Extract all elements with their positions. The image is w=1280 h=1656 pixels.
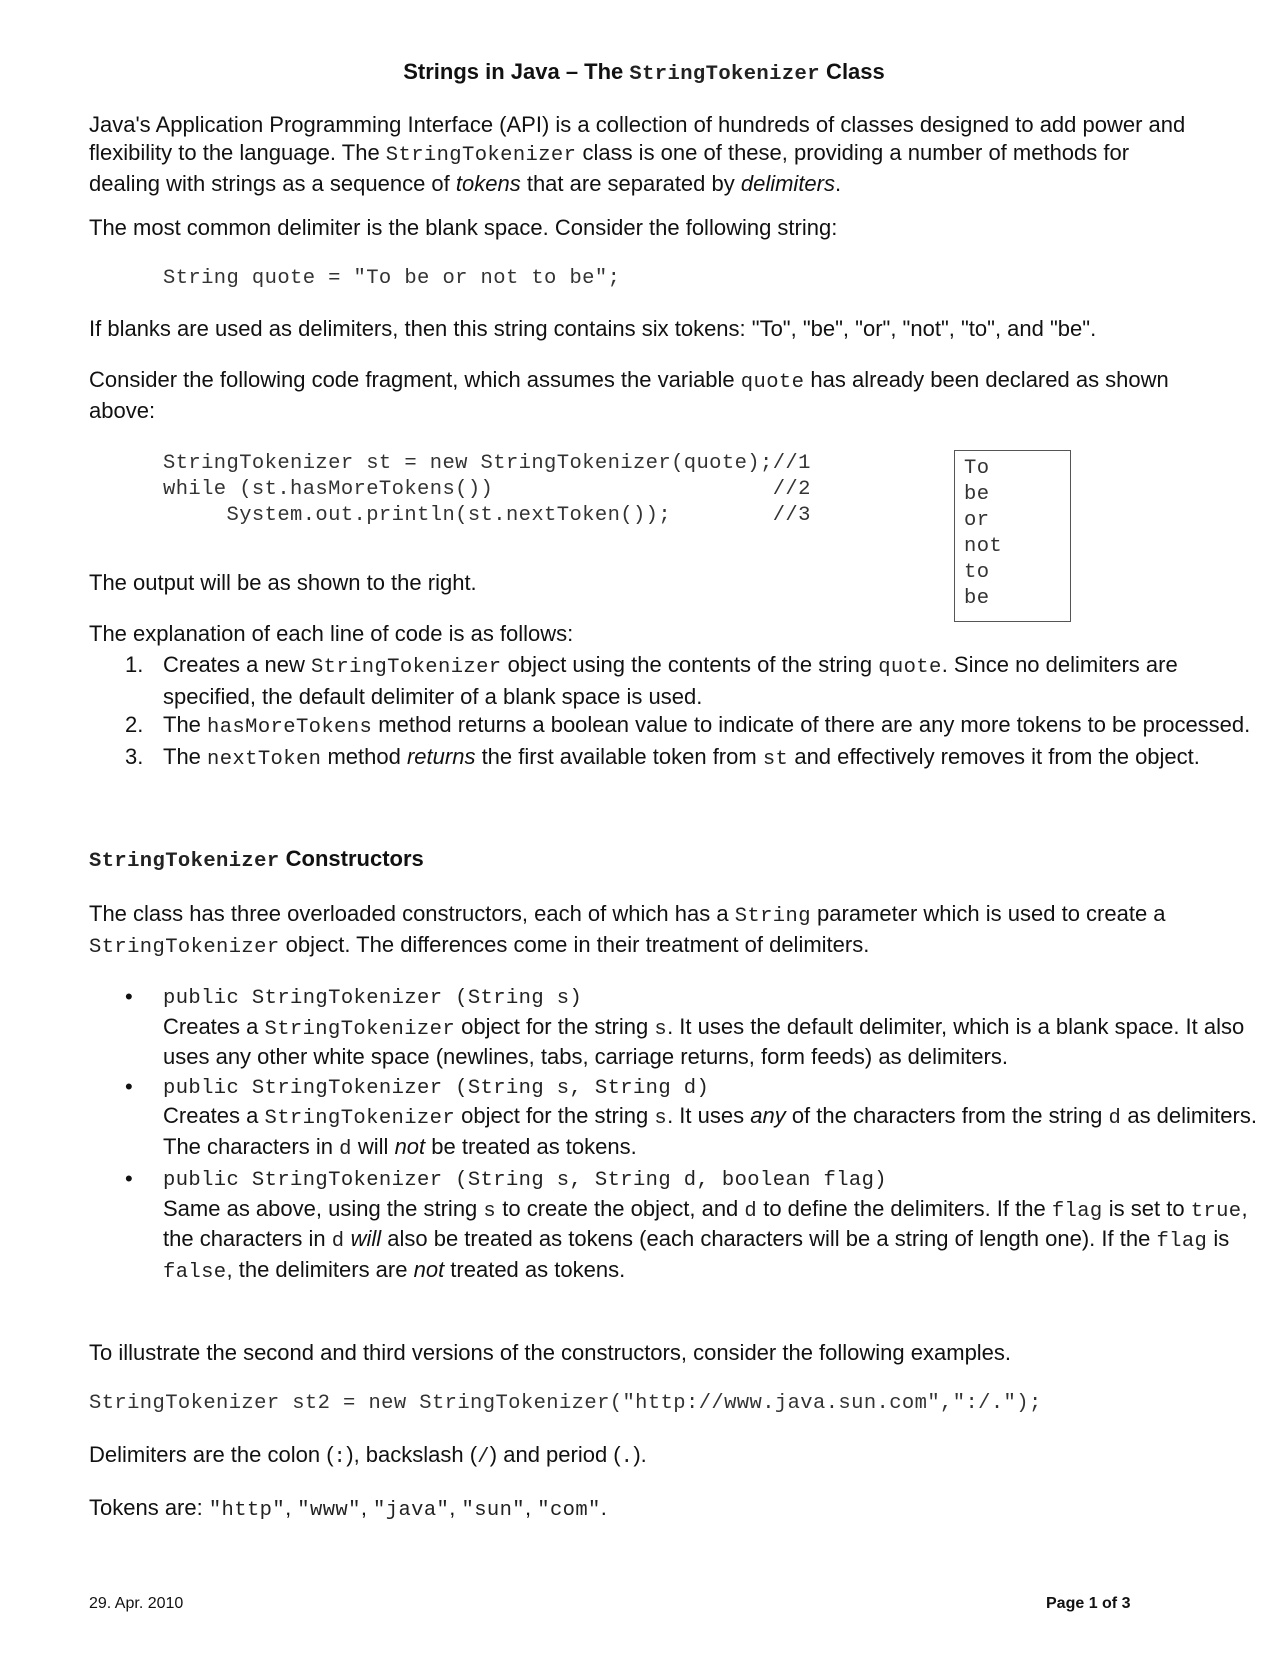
list-item: • public StringTokenizer (String s) Creates a StringTokenizer object for the string s. It uses the default delimiter, which is a blank space. It also uses any other white space (newlines, tabs, carriage returns, form feeds) as delimiters. xyxy=(163,985,1273,1071)
consider-paragraph: Consider the following code fragment, which assumes the variable quote has already been declared as shown above: xyxy=(89,367,1169,423)
list-item: 2. The hasMoreTokens method returns a boolean value to indicate of there are any more tokens to be processed. xyxy=(125,712,1251,739)
output-token: to xyxy=(964,561,990,584)
quote-code-line: String quote = "To be or not to be"; xyxy=(163,267,621,290)
constructor-signature: public StringTokenizer (String s) xyxy=(163,987,583,1010)
output-token: or xyxy=(964,509,990,532)
output-token: be xyxy=(964,483,990,506)
delimiters-text: Delimiters are the colon (:), backslash (/) and period (.). xyxy=(89,1442,647,1469)
code-fragment-line-3: System.out.println(st.nextToken()); //3 xyxy=(163,504,811,527)
list-item: • public StringTokenizer (String s, String d) Creates a StringTokenizer object for the string s. It uses any of the characters from the string d as delimiters. The characters in d will not be treated as tokens. xyxy=(163,1075,1273,1164)
illustrate-text: To illustrate the second and third versions of the constructors, consider the following examples. xyxy=(89,1340,1012,1365)
output-note: The output will be as shown to the right. xyxy=(89,570,477,595)
constructor-signature: public StringTokenizer (String s, String d, boolean flag) xyxy=(163,1169,888,1192)
constructor-list xyxy=(89,985,1273,1290)
six-tokens-text: If blanks are used as delimiters, then this string contains six tokens: "To", "be", "or", "not", "to", and "be". xyxy=(89,316,1097,341)
explanation-intro: The explanation of each line of code is as follows: xyxy=(89,621,574,646)
list-item: 1. Creates a new StringTokenizer object using the contents of the string quote. Since no delimiters are specified, the default delimiter of a blank space is used. xyxy=(125,652,1178,709)
explanation-list xyxy=(89,651,1273,774)
bullet-icon: • xyxy=(125,984,133,1009)
intro-paragraph: Java's Application Programming Interface (API) is a collection of hundreds of classes designed to add power and flexibility to the language. The StringTokenizer class is one of these, providing a number of methods for dealing with strings as a sequence of tokens that are separated by delimiters. xyxy=(89,112,1186,196)
output-token: not xyxy=(964,535,1003,558)
footer-page-number: Page 1 of 3 xyxy=(1046,1595,1131,1612)
output-token: be xyxy=(964,587,990,610)
tokens-are-text: Tokens are: "http", "www", "java", "sun", "com". xyxy=(89,1495,607,1522)
bullet-icon: • xyxy=(125,1073,133,1099)
common-delimiter-text: The most common delimiter is the blank space. Consider the following string: xyxy=(89,215,838,240)
page-title: Strings in Java – The StringTokenizer Class xyxy=(403,59,885,86)
code-fragment-line-2: while (st.hasMoreTokens()) //2 xyxy=(163,478,811,501)
footer-date: 29. Apr. 2010 xyxy=(89,1595,184,1612)
st2-code-line: StringTokenizer st2 = new StringTokenizer("http://www.java.sun.com",":/."); xyxy=(89,1392,1042,1415)
output-box xyxy=(954,450,1071,622)
constructors-heading: StringTokenizer Constructors xyxy=(89,846,424,873)
list-item: • public StringTokenizer (String s, String d, boolean flag) Same as above, using the string s to create the object, and d to define the delimiters. If the flag is set to true, the characters in d will also be treated as tokens (each characters will be a string of length one). If the flag is false, the delimiters are not treated as tokens. xyxy=(163,1167,1273,1286)
title-code: StringTokenizer xyxy=(629,63,820,86)
output-token: To xyxy=(964,457,990,480)
code-fragment-line-1: StringTokenizer st = new StringTokenizer(quote);//1 xyxy=(163,452,811,475)
list-item: 3. The nextToken method returns the first available token from st and effectively removes it from the object. xyxy=(125,743,1200,771)
class-has-paragraph: The class has three overloaded constructors, each of which has a String parameter which is used to create a StringTokenizer object. The differences come in their treatment of delimiters. xyxy=(89,901,1166,959)
constructor-signature: public StringTokenizer (String s, String d) xyxy=(163,1076,710,1100)
bullet-icon: • xyxy=(125,1166,133,1191)
